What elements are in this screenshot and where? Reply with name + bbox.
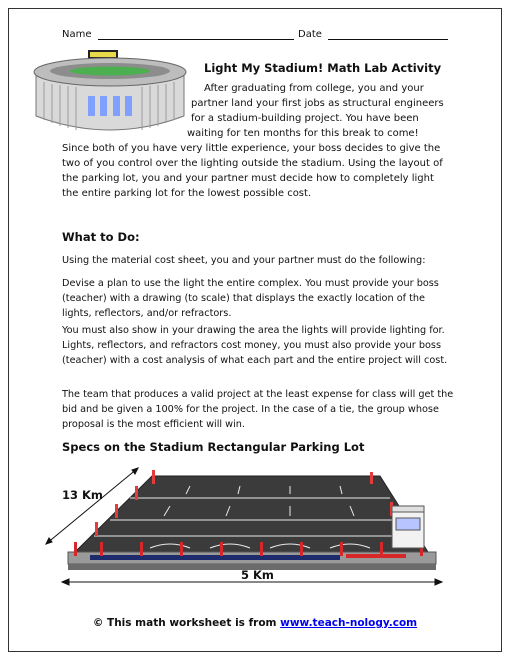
date-blank (328, 29, 448, 40)
width-dimension-label: 13 Km (62, 488, 103, 502)
intro-line: the entire parking lot for the lowest possible cost. (62, 188, 312, 199)
stadium-illustration (30, 48, 190, 138)
name-label: Name (62, 29, 92, 40)
page-title: Light My Stadium! Math Lab Activity (204, 61, 442, 75)
intro-line: waiting for ten months for this break to come! (187, 128, 419, 139)
footer (0, 617, 510, 629)
footer-text: © This math worksheet is from (92, 617, 277, 629)
intro-line: for a stadium-building project. You have been (191, 113, 419, 124)
specs-heading: Specs on the Stadium Rectangular Parking Lot (62, 440, 365, 454)
instruction-paragraph: You must also show in your drawing the area the lights will provide lighting for. Lights, reflectors, and refractors cost money, you must also provide your boss (teacher) with a cost analysis of what each part and the entire project will cost. (62, 325, 448, 367)
intro-line: two of you control over the lighting outside the stadium. Using the layout of (62, 158, 443, 169)
date-field[interactable] (298, 29, 448, 40)
intro-line: After graduating from college, you and your (204, 83, 424, 94)
intro-line: Since both of you have very little experience, your boss decides to give the (62, 143, 441, 154)
footer-link[interactable]: www.teach-nology.com (280, 617, 418, 629)
intro-line: the parking lot, you and your partner must decide how to completely light (62, 173, 434, 184)
intro-line: partner land your first jobs as structural engineers (191, 98, 444, 109)
instruction-paragraph: The team that produces a valid project at the least expense for class will get the bid and be given a 100% for the project. In the case of a tie, the group whose proposal is the most efficient will win. (62, 389, 454, 431)
instruction-paragraph: Using the material cost sheet, you and your partner must do the following: (62, 255, 426, 266)
name-blank (98, 29, 294, 40)
date-label: Date (298, 29, 322, 40)
what-to-do-heading: What to Do: (62, 230, 140, 244)
length-dimension-label: 5 Km (241, 568, 274, 582)
name-field[interactable] (62, 29, 294, 40)
instruction-paragraph: Devise a plan to use the light the entire complex. You must provide your boss (teacher) with a drawing (to scale) that displays the exactly location of the lights, reflectors, and/or refractors. (62, 278, 439, 320)
